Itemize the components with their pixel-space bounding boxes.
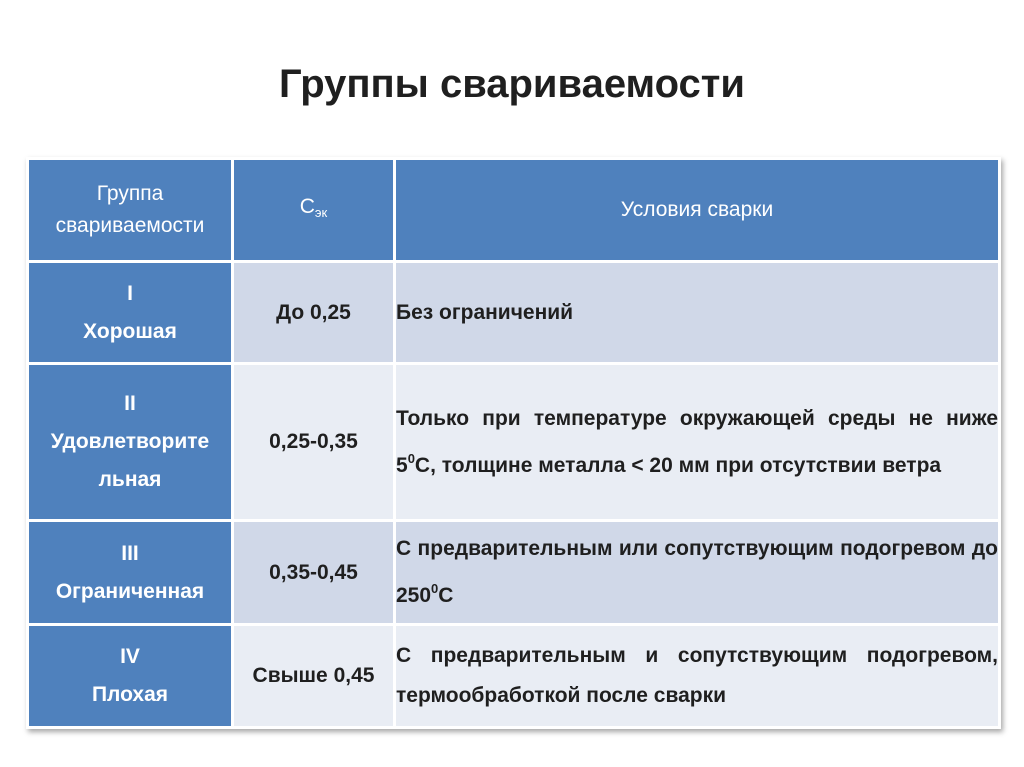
ceq-cell: Свыше 0,45 [233,625,395,728]
weldability-table [26,157,1001,729]
cond-text-part2: С, толщине металла < 20 мм при отсутствии ветра [414,453,942,477]
ceq-cell: До 0,25 [233,262,395,364]
table-header-row [28,159,1000,262]
page-title: Группы свариваемости [279,62,745,106]
group-name-cont: льная [98,468,162,491]
group-numeral: IV [120,645,140,668]
degree-sup: 0 [431,581,439,596]
group-numeral: II [124,392,136,415]
conditions-cell [395,364,1000,521]
ceq-cell: 0,35-0,45 [233,521,395,625]
group-cell [28,364,233,521]
conditions-cell: Без ограничений [395,262,1000,364]
cond-text-part2: С [438,584,454,607]
header-group-line1: Группа [96,182,164,205]
table-row [28,262,1000,364]
ceq-cell: 0,25-0,35 [233,364,395,521]
group-name: Плохая [91,683,169,706]
group-numeral: III [121,541,139,565]
header-conditions: Условия сварки [395,159,1000,262]
group-name: Ограниченная [55,579,205,603]
conditions-cell: С предварительным и сопутствующим подогревом, термообработкой после сварки [395,625,1000,728]
group-cell [28,625,233,728]
group-name: Хорошая [83,319,177,343]
header-ceq-main: С [299,195,315,218]
header-ceq-sub: эк [314,205,328,220]
group-name: Удовлетворите [50,430,210,453]
table-row [28,364,1000,521]
table-row [28,625,1000,728]
group-cell [28,262,233,364]
header-group-line2: свариваемости [55,214,205,237]
cond-text-part1: С предварительным или сопутствующим подогревом до 250 [396,537,998,607]
header-ceq [233,159,395,262]
table-row [28,521,1000,625]
degree-sup: 0 [407,450,415,466]
cond-text-part1: Только при температуре окружающей среды не ниже 5 [396,406,998,477]
group-cell [28,521,233,625]
header-group [28,159,233,262]
conditions-cell [395,521,1000,625]
group-numeral: I [127,281,133,305]
